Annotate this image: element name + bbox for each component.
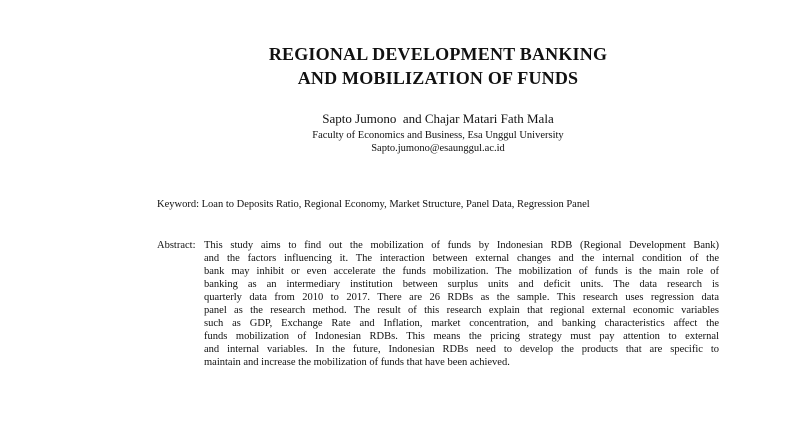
abstract-line: panel as the research method. The result of this research explain that regional external economic variables	[204, 305, 719, 316]
author-affiliation-block	[0, 129, 791, 155]
author-names: Sapto Jumono and Chajar Matari Fath Mala	[322, 111, 554, 126]
keywords-label: Keyword:	[157, 199, 199, 210]
abstract-line: such as GDP, Exchange Rate and Inflation, market concentration, and banking characteristics affect the	[204, 318, 719, 329]
title-line-2: AND MOBILIZATION OF FUNDS	[297, 68, 579, 88]
author-list	[0, 111, 791, 126]
abstract-line: banking as an intermediary institution between surplus units and deficit units. The data research is	[204, 279, 719, 290]
abstract-line: and internal variables. In the future, Indonesian RDBs need to develop the products that are specific to	[204, 344, 719, 355]
abstract-label: Abstract:	[157, 240, 196, 251]
abstract-body	[204, 239, 719, 369]
keywords-text: Loan to Deposits Ratio, Regional Economy, Market Structure, Panel Data, Regression Panel	[201, 199, 590, 210]
keywords-line	[157, 198, 590, 211]
affiliation: Faculty of Economics and Business, Esa Unggul University	[312, 130, 564, 141]
abstract-line: quarterly data from 2010 to 2017. There are 26 RDBs as the sample. This research uses regression data	[204, 292, 719, 303]
abstract-line: and the factors influencing it. The interaction between external changes and the internal condition of the	[204, 253, 719, 264]
paper-title	[0, 42, 791, 90]
abstract-line: funds mobilization of Indonesian RDBs. This means the pricing strategy must pay attention to external	[204, 331, 719, 342]
abstract-line: This study aims to find out the mobilization of funds by Indonesian RDB (Regional Development Bank)	[204, 240, 719, 251]
title-line-1: REGIONAL DEVELOPMENT BANKING	[268, 44, 608, 64]
author-email: Sapto.jumono@esaunggul.ac.id	[371, 143, 505, 154]
abstract-line: bank may inhibit or even accelerate the funds mobilization. The mobilization of funds is the main role of	[204, 266, 719, 277]
abstract-line: maintain and increase the mobilization of funds that have been achieved.	[204, 357, 510, 368]
